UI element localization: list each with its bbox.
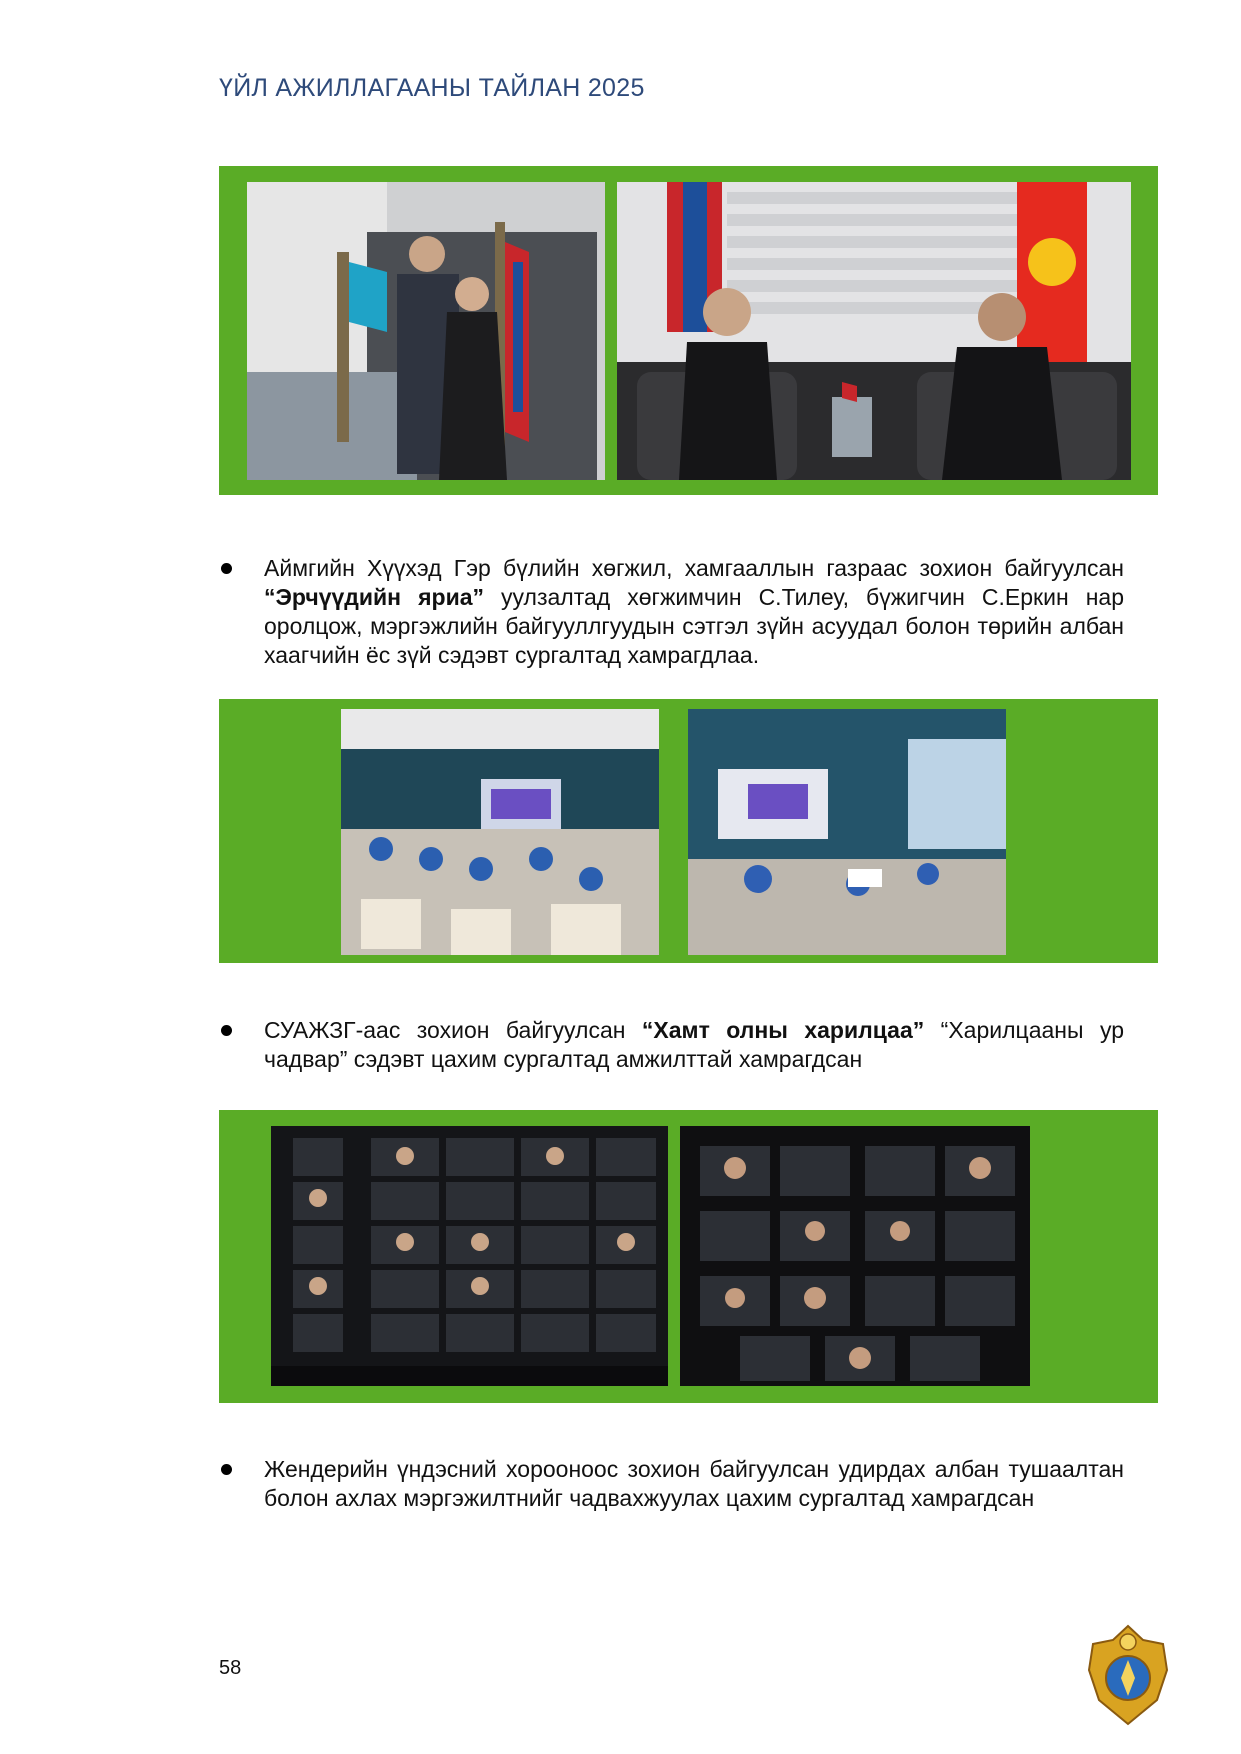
photo-event-hall-left [341, 709, 659, 955]
bullet-text-part: “Харилцааны ур чадвар” сэдэвт цахим сургалтад амжилттай хамрагдсан [264, 1017, 1124, 1072]
bullet-text-part: СУАЖЗГ-аас зохион байгуулсан [264, 1017, 642, 1043]
bullet-dot-icon [221, 563, 232, 574]
photo-event-hall-right [688, 709, 1006, 955]
bullet-text-part: Аймгийн Хүүхэд Гэр бүлийн хөгжил, хамгааллын газраас зохион байгуулсан [264, 555, 1124, 581]
page-number: 58 [219, 1657, 242, 1679]
bullet-text [264, 1455, 1124, 1513]
bullet-dot-icon [221, 1464, 232, 1475]
photo-band-online-training [219, 1110, 1158, 1403]
photo-office-meeting-flags [617, 182, 1131, 480]
bullet-text [264, 554, 1124, 670]
bullet-text [264, 1016, 1124, 1074]
photo-band-meetings [219, 166, 1158, 495]
photo-band-event-hall [219, 699, 1158, 963]
bullet-text-bold: “Хамт олны харилцаа” [641, 1017, 925, 1043]
bullet-item [219, 1016, 1124, 1074]
page-header-title: ҮЙЛ АЖИЛЛАГААНЫ ТАЙЛАН 2025 [219, 74, 645, 102]
photo-video-call-grid-right [680, 1126, 1030, 1386]
photo-office-meeting [247, 182, 605, 480]
bullet-dot-icon [221, 1025, 232, 1036]
bullet-item [219, 1455, 1124, 1513]
bullet-text-part: уулзалтад хөгжимчин С.Тилеу, бүжигчин С.Еркин нар оролцож, мэргэжлийн байгууллгуудын сэтгэл зүйн асуудал болон төрийн албан хаагчийн ёс зүй сэдэвт сургалтад хамрагдлаа. [264, 584, 1124, 668]
coat-of-arms-emblem-icon [1083, 1620, 1173, 1730]
bullet-text-bold: “Эрчүүдийн яриа” [264, 584, 484, 610]
bullet-item [219, 554, 1124, 670]
bullet-text-part: Жендерийн үндэсний хорооноос зохион байгуулсан удирдах албан тушаалтан болон ахлах мэргэжилтнийг чадвахжуулах цахим сургалтад хамрагдсан [264, 1456, 1124, 1511]
photo-video-call-grid-left [271, 1126, 668, 1386]
